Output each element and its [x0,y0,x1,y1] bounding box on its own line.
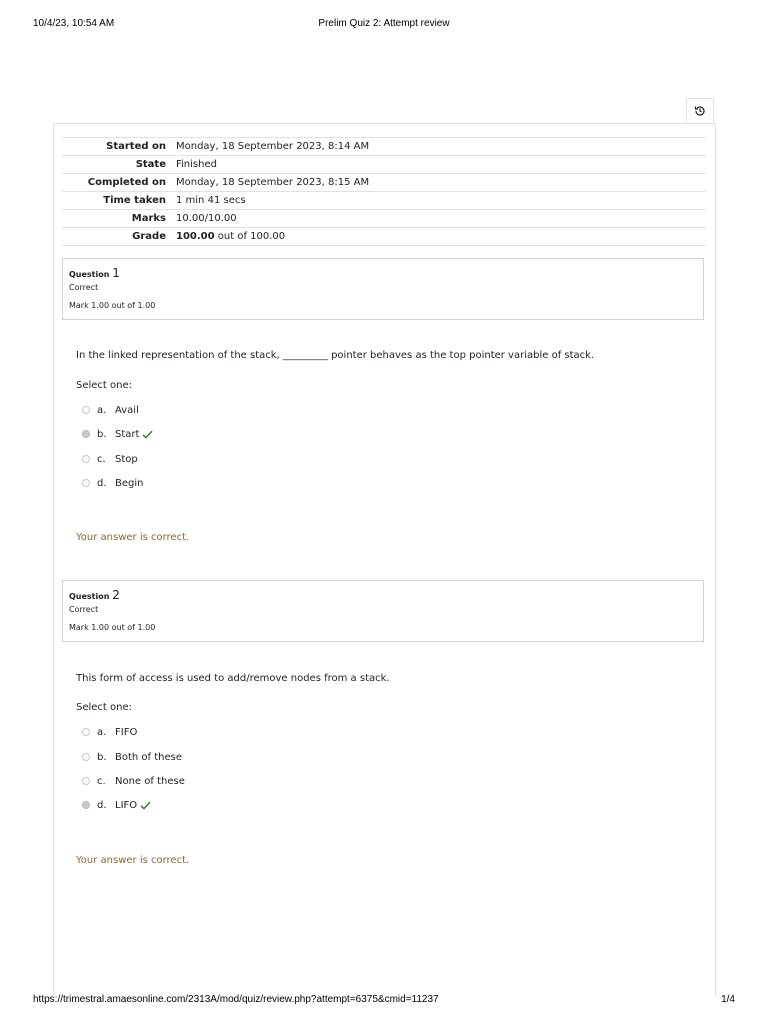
summary-label: Time taken [62,192,171,210]
option-letter: b. [97,428,107,440]
print-url: https://trimestral.amaesonline.com/2313A/mod/quiz/review.php?attempt=6375&cmid=11237 [33,994,439,1005]
option-letter: d. [97,477,107,489]
attempt-summary-table [62,137,706,246]
summary-value: Monday, 18 September 2023, 8:15 AM [171,174,706,192]
q2-option-c-radio[interactable] [82,777,90,785]
option-text: Avail [115,404,139,416]
history-icon [694,105,706,117]
option-text: FIFO [115,726,138,738]
option-letter: c. [97,453,106,465]
q1-option-a[interactable] [82,403,139,417]
option-text: LIFO [115,799,138,811]
summary-row-marks [62,210,706,228]
check-icon [140,801,151,810]
question-number: Question 1 [69,266,120,280]
option-letter: d. [97,799,107,811]
option-text: None of these [115,775,185,787]
summary-label: Marks [62,210,171,228]
grade-out-of: out of 100.00 [214,231,286,242]
question-state: Correct [69,605,99,614]
q1-option-d[interactable] [82,476,143,490]
question-2-feedback: Your answer is correct. [76,855,190,866]
q1-option-b[interactable] [82,427,153,441]
question-1-feedback: Your answer is correct. [76,532,190,543]
summary-row-grade [62,228,706,246]
option-letter: c. [97,775,106,787]
q2-option-b[interactable] [82,750,182,764]
question-1-text: In the linked representation of the stack, _________ pointer behaves as the top pointer variable of stack. [76,350,595,361]
select-one-prompt: Select one: [76,380,133,391]
option-letter: a. [97,726,107,738]
option-text: Begin [115,477,144,489]
summary-label: State [62,156,171,174]
question-mark: Mark 1.00 out of 1.00 [69,623,156,632]
question-state: Correct [69,283,99,292]
q2-option-c[interactable] [82,774,185,788]
q1-option-a-radio[interactable] [82,406,90,414]
q2-option-a[interactable] [82,725,137,739]
history-button[interactable] [686,98,714,124]
print-header [33,18,735,32]
check-icon [142,430,153,439]
question-number: Question 2 [69,588,120,602]
summary-value: 1 min 41 secs [171,192,706,210]
select-one-prompt: Select one: [76,702,133,713]
option-letter: a. [97,404,107,416]
q1-option-d-radio[interactable] [82,479,90,487]
print-title: Prelim Quiz 2: Attempt review [318,18,450,29]
q2-option-a-radio[interactable] [82,728,90,736]
summary-value: Monday, 18 September 2023, 8:14 AM [171,138,706,156]
option-text: Both of these [115,751,183,763]
question-2-text: This form of access is used to add/remove nodes from a stack. [76,673,390,684]
grade-value: 100.00 [176,231,215,242]
question-1-info [62,258,704,320]
q2-option-d[interactable] [82,798,151,812]
summary-row-state [62,156,706,174]
print-page-number: 1/4 [721,994,735,1005]
summary-label: Grade [62,228,171,246]
print-datetime: 10/4/23, 10:54 AM [33,18,115,29]
summary-row-started [62,138,706,156]
question-mark: Mark 1.00 out of 1.00 [69,301,156,310]
q1-option-c-radio[interactable] [82,455,90,463]
summary-label: Completed on [62,174,171,192]
summary-value: 10.00/10.00 [171,210,706,228]
q2-option-b-radio[interactable] [82,753,90,761]
summary-row-time-taken [62,192,706,210]
q1-option-c[interactable] [82,452,138,466]
summary-row-completed [62,174,706,192]
q1-option-b-radio[interactable] [82,430,90,438]
q2-option-d-radio[interactable] [82,801,90,809]
summary-value: Finished [171,156,706,174]
option-text: Start [115,428,140,440]
option-letter: b. [97,751,107,763]
print-footer [33,994,735,1008]
summary-value [171,228,706,246]
summary-label: Started on [62,138,171,156]
question-2-info [62,580,704,642]
option-text: Stop [115,453,138,465]
